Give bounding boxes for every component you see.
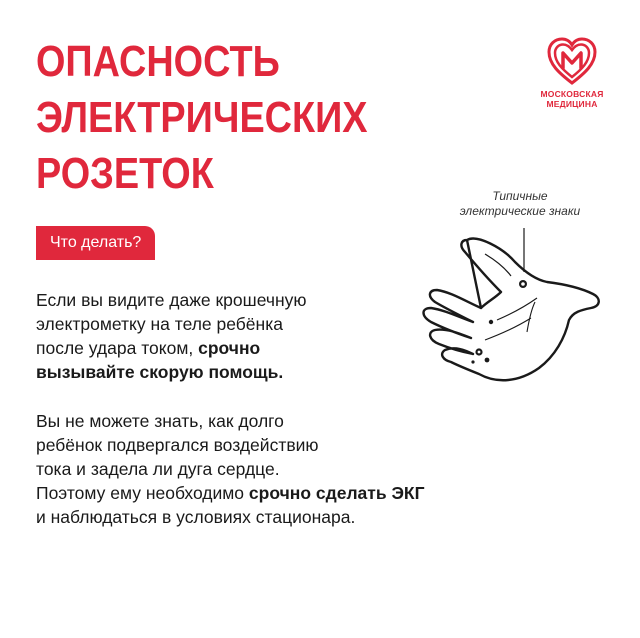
caption-line-2: электрические знаки xyxy=(459,204,581,218)
hand-illustration-icon xyxy=(415,222,615,392)
p1-line-4: вызывайте скорую помощь. xyxy=(36,362,284,382)
logo-line-2: МЕДИЦИНА xyxy=(546,99,598,109)
p2-line-5: и наблюдаться в условиях стационара. xyxy=(36,507,356,527)
p2-line-4 xyxy=(36,481,425,505)
title-line-1: ОПАСНОСТЬ xyxy=(36,37,280,86)
p1-line-3 xyxy=(36,336,307,360)
p2-line-4-bold: срочно сделать ЭКГ xyxy=(248,483,425,503)
logo-line-1: МОСКОВСКАЯ xyxy=(540,89,604,99)
p2-line-1: Вы не можете знать, как долго xyxy=(36,411,284,431)
page-title xyxy=(36,34,368,202)
logo-text xyxy=(532,89,612,109)
p1-line-1: Если вы видите даже крошечную xyxy=(36,290,307,310)
p1-line-2: электрометку на теле ребёнка xyxy=(36,314,283,334)
heart-m-logo-icon xyxy=(545,36,599,86)
paragraph-ecg xyxy=(36,409,425,529)
illustration-caption xyxy=(430,189,610,219)
brand-logo xyxy=(532,36,612,109)
title-line-3: РОЗЕТОК xyxy=(36,149,214,198)
title-line-2: ЭЛЕКТРИЧЕСКИХ xyxy=(36,93,368,142)
p1-line-3-normal: после удара током, xyxy=(36,338,199,358)
p2-line-4-normal: Поэтому ему необходимо xyxy=(36,483,249,503)
p2-line-3: тока и задела ли дуга сердце. xyxy=(36,459,280,479)
what-to-do-badge: Что делать? xyxy=(36,226,155,260)
caption-line-1: Типичные xyxy=(492,189,548,203)
paragraph-urgent-help xyxy=(36,288,307,384)
hand-illustration xyxy=(415,222,615,397)
p2-line-2: ребёнок подвергался воздействию xyxy=(36,435,319,455)
p1-line-3-bold: срочно xyxy=(198,338,261,358)
